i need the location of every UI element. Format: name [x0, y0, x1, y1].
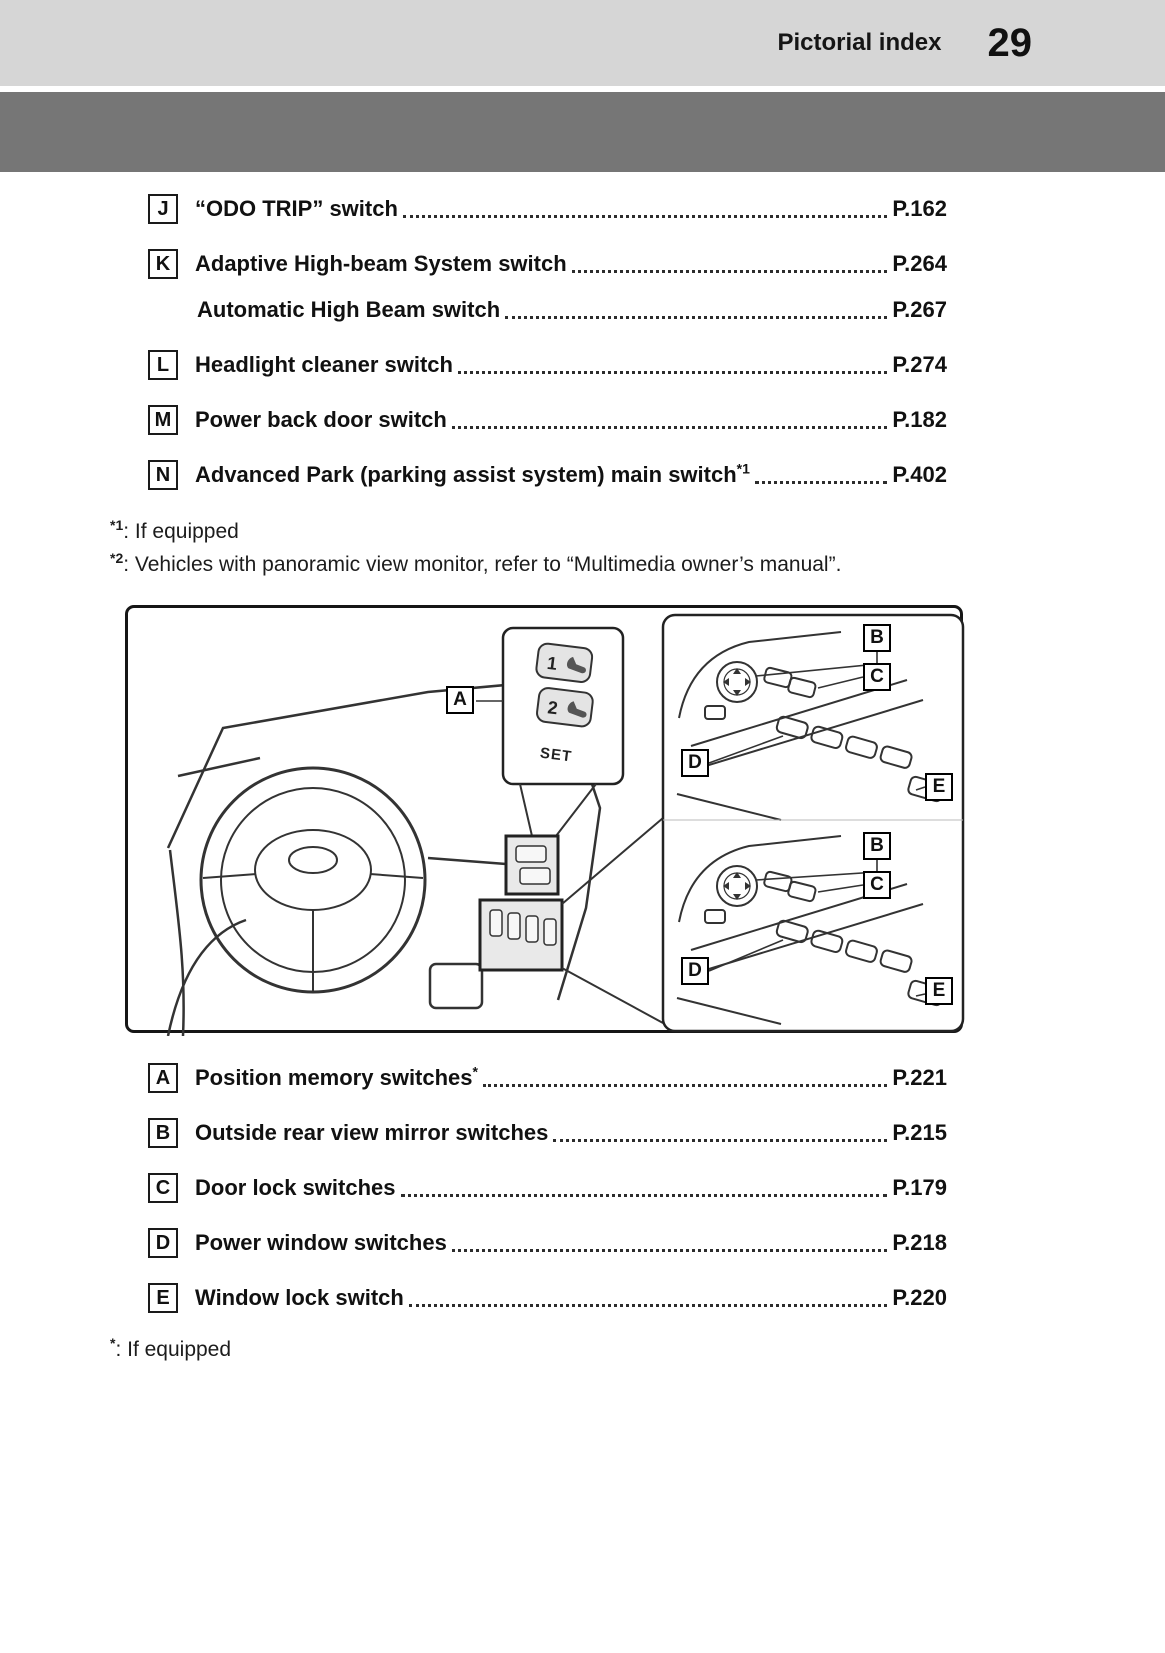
entry-label: Headlight cleaner switch: [195, 352, 453, 377]
memory-button-2-label: 2: [546, 697, 559, 719]
entry-label: Advanced Park (parking assist system) main switch$^{*1}$: [195, 460, 750, 487]
page-ref: P.267: [892, 297, 947, 322]
dot-leader: [403, 194, 887, 218]
dot-leader: [452, 1228, 888, 1252]
footnotes-top: [110, 515, 1085, 581]
memory-button-1-label: 1: [545, 652, 559, 674]
page-ref: P.162: [892, 196, 947, 221]
footnote-marker: *1: [110, 517, 124, 533]
page-ref: P.264: [892, 251, 947, 276]
index-list-top: [148, 194, 947, 490]
dot-leader: [452, 405, 888, 429]
callout-e-1: E: [925, 773, 953, 801]
item-letter-box: J: [148, 194, 178, 224]
callout-a: A: [446, 686, 474, 714]
footnote-bottom: [110, 1335, 1085, 1362]
index-row-n: [148, 460, 947, 490]
page-ref: P.274: [892, 352, 947, 377]
footnote-marker: *: [472, 1063, 478, 1080]
set-button-label: SET: [539, 744, 574, 766]
index-row-j: [148, 194, 947, 224]
footnote-marker: *: [110, 1335, 116, 1351]
entry-label: Position memory switches*: [195, 1063, 478, 1090]
footnote-marker: *1: [736, 460, 750, 477]
page-ref: P.215: [892, 1120, 947, 1145]
callout-e-2: E: [925, 977, 953, 1005]
entry-label: Window lock switch: [195, 1285, 404, 1310]
figure-frame: [125, 605, 963, 1033]
entry-label: “ODO TRIP” switch: [195, 196, 398, 221]
item-letter-box: M: [148, 405, 178, 435]
entry-label: Power back door switch: [195, 407, 447, 432]
index-row-b: [148, 1118, 947, 1148]
index-row-e: [148, 1283, 947, 1313]
dot-leader: [505, 295, 887, 319]
header-title: Pictorial index: [777, 29, 942, 56]
seat-memory-panel: [503, 628, 623, 836]
page-ref: P.218: [892, 1230, 947, 1255]
page-ref: P.182: [892, 407, 947, 432]
page-header: [0, 0, 1165, 86]
index-row-k: [148, 249, 947, 279]
index-row-m: [148, 405, 947, 435]
item-letter-box: E: [148, 1283, 178, 1313]
item-letter-box: C: [148, 1173, 178, 1203]
callout-d-2: D: [681, 957, 709, 985]
footnote-text: : If equipped: [115, 1338, 232, 1361]
index-row-d: [148, 1228, 947, 1258]
letter-spacer: [148, 295, 197, 325]
callout-d-1: D: [681, 749, 709, 777]
page-ref: P.179: [892, 1175, 947, 1200]
callout-b-1: B: [863, 624, 891, 652]
dot-leader: [409, 1283, 888, 1307]
entry-label: Power window switches: [195, 1230, 447, 1255]
footnote-1: [110, 515, 1085, 548]
item-letter-box: L: [148, 350, 178, 380]
callout-c-1: C: [863, 663, 891, 691]
item-letter-box: N: [148, 460, 178, 490]
page-ref: P.220: [892, 1285, 947, 1310]
index-row-a: [148, 1063, 947, 1093]
callout-c-2: C: [863, 871, 891, 899]
index-row-c: [148, 1173, 947, 1203]
item-letter-box: A: [148, 1063, 178, 1093]
section-band: [0, 92, 1165, 172]
entry-label: Adaptive High-beam System switch: [195, 251, 567, 276]
index-row-l: [148, 350, 947, 380]
entry-label: Automatic High Beam switch: [197, 297, 501, 322]
dot-leader: [755, 460, 887, 484]
item-letter-box: D: [148, 1228, 178, 1258]
index-list-bottom: [148, 1063, 947, 1313]
footnote-marker: *2: [110, 550, 124, 566]
page-ref: P.221: [892, 1065, 947, 1090]
callout-b-2: B: [863, 832, 891, 860]
footnote-2: [110, 548, 1085, 581]
footnote-text: : Vehicles with panoramic view monitor, refer to “Multimedia owner’s manual”.: [123, 553, 842, 576]
dot-leader: [572, 249, 888, 273]
switch-location-highlights: [480, 818, 663, 1023]
steering-wheel: [201, 768, 425, 992]
footnote-text: : If equipped: [123, 520, 239, 543]
page-number: 29: [987, 20, 1032, 65]
dot-leader: [401, 1173, 888, 1197]
entry-label: Outside rear view mirror switches: [195, 1120, 549, 1145]
index-row-k-2: [148, 295, 947, 325]
item-letter-box: B: [148, 1118, 178, 1148]
dot-leader: [483, 1063, 887, 1087]
interior-illustration: [128, 608, 966, 1036]
item-letter-box: K: [148, 249, 178, 279]
dot-leader: [553, 1118, 887, 1142]
dot-leader: [458, 350, 887, 374]
entry-label: Door lock switches: [195, 1175, 396, 1200]
page-ref: P.402: [892, 462, 947, 487]
